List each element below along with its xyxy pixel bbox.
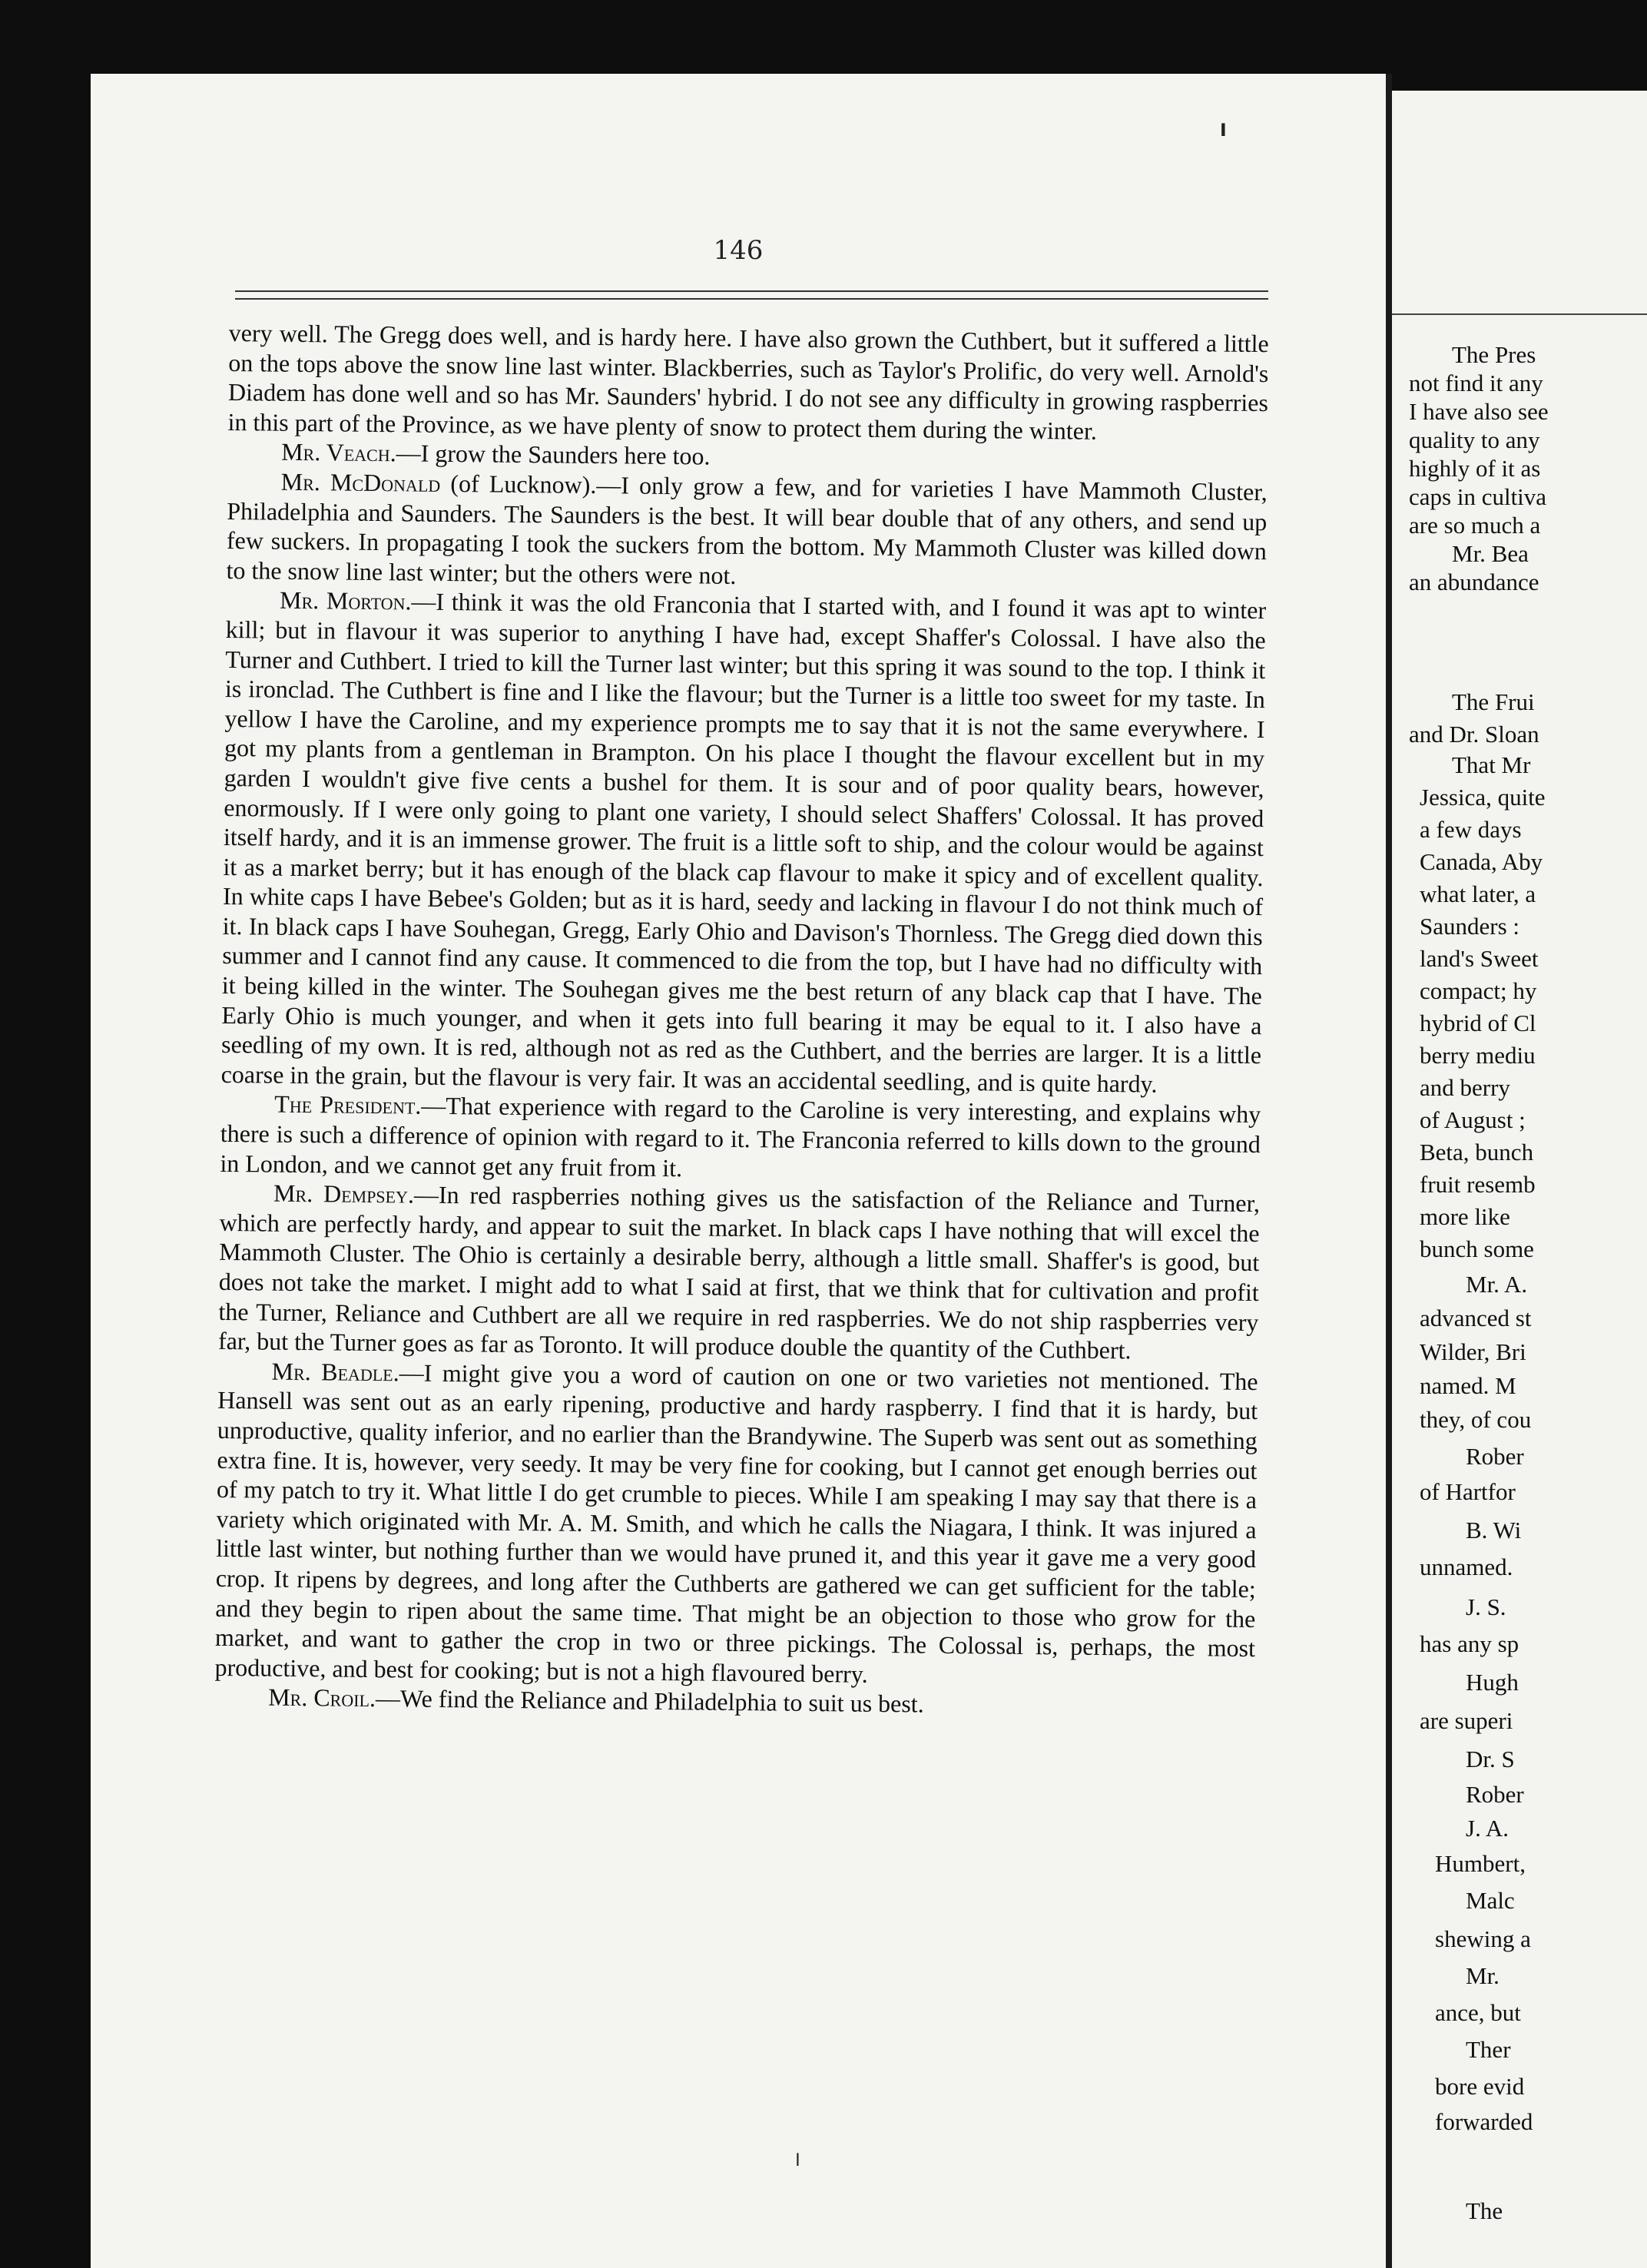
line-fragment: advanced st — [1420, 1305, 1532, 1331]
line-fragment: Wilder, Bri — [1420, 1338, 1526, 1365]
line-fragment: named. M — [1420, 1372, 1516, 1399]
page-number: 146 — [713, 235, 764, 266]
line-fragment: berry mediu — [1420, 1042, 1536, 1069]
line-fragment: of Hartfor — [1420, 1478, 1516, 1505]
right-page-cropped — [1392, 91, 1647, 2268]
left-page — [91, 74, 1386, 2268]
speaker-name: Mr. Croil. — [268, 1683, 376, 1713]
speaker-name: The President. — [274, 1090, 422, 1120]
speaker-name: Mr. Morton. — [279, 586, 412, 615]
speaker-name: Mr. Dempsey. — [273, 1179, 415, 1209]
paragraph-text: —I might give you a word of caution on one or two varieties not mentioned. The Hansell was sent out as an early ripening, productive and hardy raspberry. I find that it is hardy, but unproductive, quality inferior, and no earlier than the Brandywine. The Superb was sent out as something extra fine. It is, however, very seedy. It may be very fine for cooking, but I cannot get enough berries out of my patch to try it. What little I do get crumble to pieces. While I am speaking I may say that there is a variety which originated with Mr. A. M. Smith, and which he calls the Niagara, I think. It was injured a little last winter, but nothing further than we would have pruned it, and this year it gave me a very good crop. It ripens by degrees, and long after the Cuthberts are gathered we can get sufficient for the table; and they begin to ripen about the same time. That might be an objection to those who grow for the market, and want to gather the crop in two or three pickings. The Colossal is, perhaps, the most productive, and best for cooking; but is not a high flavoured berry. — [214, 1358, 1258, 1688]
line-fragment: has any sp — [1420, 1630, 1519, 1657]
line-fragment: Beta, bunch — [1420, 1139, 1534, 1166]
line-fragment: Mr. Bea — [1452, 540, 1529, 567]
line-fragment: highly of it as — [1409, 455, 1541, 482]
paragraph — [214, 1356, 1258, 1693]
line-fragment: Hugh — [1466, 1669, 1519, 1696]
paragraph-text: —I think it was the old Franconia that I started with, and I found it was apt to winter kill; but in flavour it was superior to anything I have had, except Shaffer's Colossal. I have also the Turner and Cuthbert. I tried to kill the Turner last winter; but this spring it was sound to the top. I think it is ironclad. The Cuthbert is fine and I like the flavour; but the Turner is a little too sweet for my taste. In yellow I have the Caroline, and my experience prompts me to say that it is not the same everywhere. I got my plants from a gentleman in Brampton. On his place I thought the flavour excellent but in my garden I wouldn't give five cents a bushel for them. It is sour and of poor quality bears, however, enormously. If I were only going to plant one variety, I should select Shaffers' Colossal. It has proved itself hardy, and it is an immense grower. The fruit is a little soft to ship, and the colour would be against it as a market berry; but it has enough of the black cap flavour to make it spicy and of excellent quality. In white caps I have Bebee's Golden; but as it is hard, seedy and lacking in flavour I do not think much of it. In black caps I have Souhegan, Gregg, Early Ohio and Davison's Thornless. The Gregg died down this summer and I cannot find any cause. It commenced to die from the top, but I have had no difficulty with it being killed in the winter. The Souhegan gives me the best return of any black cap that I have. The Early Ohio is much younger, and when it gets into full bearing it may be equal to it. I also have a seedling of my own. It is red, although not as red as the Cuthbert, and the berries are larger. It is a little coarse in the grain, but the flavour is very fair. It was an accidental seedling, and is quite hardy. — [220, 587, 1267, 1098]
paragraph-text: —I grow the Saunders here too. — [396, 439, 711, 470]
paragraph — [220, 585, 1266, 1099]
header-rule-double — [235, 298, 1268, 300]
paragraph-text: very well. The Gregg does well, and is hardy here. I have also grown the Cuthbert, but it suffered a little on the tops above the snow line last winter. Blackberries, such as Taylor's Prolific, do very well. Arnold's Diadem has done well and so has Mr. Saunders' hybrid. I do not see any difficulty in growing raspberries in this part of the Province, as we have plenty of snow to protect them during the winter. — [227, 318, 1269, 445]
line-fragment: Dr. S — [1466, 1746, 1515, 1772]
page-gutter — [1386, 74, 1392, 2268]
line-fragment: unnamed. — [1420, 1553, 1513, 1580]
line-fragment: Ther — [1466, 2036, 1511, 2063]
line-fragment: Mr. — [1466, 1962, 1500, 1989]
line-fragment: The Frui — [1452, 688, 1535, 715]
line-fragment: not find it any — [1409, 370, 1543, 396]
paragraph-text: —In red raspberries nothing gives us the satisfaction of the Reliance and Turner, which are perfectly hardy, and appear to suit the market. In black caps I have nothing that will excel the Mammoth Cluster. The Ohio is certainly a desirable berry, although a little small. Shaffer's is good, but does not take the market. I might add to what I said at first, that we think that for cultivation and profit the Turner, Reliance and Cuthbert are all we require in red raspberries. We do not ship raspberries very far, but the Turner goes as far as Toronto. It will produce double the quantity of the Cuthbert. — [217, 1180, 1261, 1364]
line-fragment: bunch some — [1420, 1235, 1534, 1262]
ink-speck: ╷ — [791, 2140, 804, 2166]
line-fragment: I have also see — [1409, 398, 1549, 425]
paragraph — [226, 466, 1268, 596]
line-fragment: The — [1466, 2197, 1503, 2224]
line-fragment: and berry — [1420, 1074, 1510, 1101]
line-fragment: of August ; — [1420, 1106, 1526, 1133]
speaker-name: Mr. Beadle. — [271, 1357, 399, 1387]
line-fragment: quality to any — [1409, 426, 1540, 453]
line-fragment: The Pres — [1452, 341, 1536, 368]
line-fragment: Canada, Aby — [1420, 848, 1543, 875]
paragraph — [220, 1089, 1261, 1189]
line-fragment: J. S. — [1466, 1593, 1506, 1620]
ink-speck: ╻ — [1217, 111, 1230, 136]
line-fragment: B. Wi — [1466, 1517, 1522, 1544]
line-fragment: fruit resemb — [1420, 1171, 1536, 1198]
line-fragment: an abundance — [1409, 569, 1539, 595]
line-fragment: a few days — [1420, 816, 1522, 843]
line-fragment: Mr. A. — [1466, 1271, 1528, 1298]
line-fragment: hybrid of Cl — [1420, 1010, 1536, 1036]
paragraph — [227, 318, 1269, 448]
line-fragment: Rober — [1466, 1443, 1524, 1470]
line-fragment: Rober — [1466, 1781, 1524, 1808]
line-fragment: Saunders : — [1420, 913, 1520, 940]
line-fragment: are superi — [1420, 1707, 1513, 1734]
line-fragment: shewing a — [1435, 1925, 1531, 1952]
speaker-name: Mr. Veach. — [280, 438, 396, 467]
line-fragment: bore evid — [1435, 2073, 1525, 2100]
paragraph — [218, 1178, 1260, 1367]
header-rule — [235, 290, 1268, 292]
line-fragment: they, of cou — [1420, 1406, 1532, 1433]
line-fragment: caps in cultiva — [1409, 483, 1547, 510]
speaker-name: Mr. McDonald — [280, 467, 441, 497]
line-fragment: J. A. — [1466, 1815, 1509, 1842]
line-fragment: Humbert, — [1435, 1850, 1526, 1877]
line-fragment: Jessica, quite — [1420, 784, 1546, 811]
line-fragment: what later, a — [1420, 880, 1536, 907]
header-rule — [1392, 313, 1647, 315]
line-fragment: forwarded — [1435, 2108, 1533, 2135]
line-fragment: more like — [1420, 1203, 1510, 1230]
paragraph-text: —We find the Reliance and Philadelphia to suit us best. — [375, 1684, 924, 1718]
body-text — [214, 318, 1269, 1723]
line-fragment: and Dr. Sloan — [1409, 721, 1539, 748]
line-fragment: Malc — [1466, 1887, 1515, 1914]
paragraph-text: (of Lucknow).—I only grow a few, and for varieties I have Mammoth Cluster, Philadelphia and Saunders. The Saunders is the best. It will bear double that of any others, and send up few suckers. In propagating I took the suckers from the bottom. My Mammoth Cluster was killed down to the snow line last winter; but the others were not. — [226, 469, 1268, 589]
line-fragment: That Mr — [1452, 751, 1531, 778]
paragraph-text: —That experience with regard to the Caroline is very interesting, and explains why there is such a difference of opinion with regard to it. The Franconia referred to kills down to the ground in London, and we cannot get any fruit from it. — [220, 1092, 1261, 1182]
line-fragment: ance, but — [1435, 1999, 1521, 2026]
line-fragment: land's Sweet — [1420, 945, 1539, 972]
line-fragment: compact; hy — [1420, 977, 1537, 1004]
line-fragment: are so much a — [1409, 512, 1541, 539]
